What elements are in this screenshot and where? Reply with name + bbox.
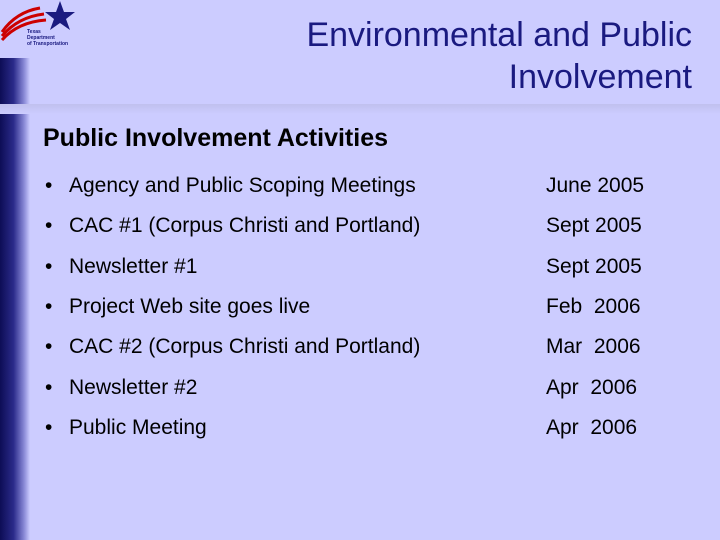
activity-row	[45, 408, 705, 448]
activity-date: Feb 2006	[546, 295, 641, 319]
txdot-logo	[0, 0, 78, 58]
activity-name: Agency and Public Scoping Meetings	[69, 174, 416, 198]
activity-row	[45, 206, 705, 246]
bullet-marker: •	[45, 174, 53, 198]
activity-name: Newsletter #1	[69, 254, 198, 278]
activity-name: Project Web site goes live	[69, 295, 311, 319]
star-icon	[0, 0, 78, 58]
logo-text-3: of Transportation	[27, 41, 69, 47]
activity-name: CAC #1 (Corpus Christi and Portland)	[69, 214, 421, 238]
activity-date: June 2005	[546, 174, 645, 198]
slide-title	[132, 14, 692, 98]
bullet-marker: •	[45, 375, 53, 399]
activity-row	[45, 327, 705, 367]
slide-subtitle: Public Involvement Activities	[43, 124, 389, 152]
activity-row	[45, 247, 705, 287]
bullet-marker: •	[45, 415, 53, 439]
header-divider	[0, 104, 720, 114]
activity-list	[45, 166, 705, 448]
bullet-marker: •	[45, 335, 53, 359]
activity-date: Sept 2005	[546, 214, 642, 238]
activity-row	[45, 367, 705, 407]
bullet-marker: •	[45, 254, 53, 278]
activity-date: Apr 2006	[546, 375, 638, 399]
activity-row	[45, 287, 705, 327]
activity-name: CAC #2 (Corpus Christi and Portland)	[69, 335, 421, 359]
logo-text-2: Department	[27, 35, 55, 41]
activity-date: Mar 2006	[546, 335, 641, 359]
activity-date: Apr 2006	[546, 415, 638, 439]
bullet-marker: •	[45, 295, 53, 319]
activity-date: Sept 2005	[546, 254, 642, 278]
activity-row	[45, 166, 705, 206]
left-gradient-band	[0, 58, 30, 540]
activity-name: Newsletter #2	[69, 375, 198, 399]
activity-name: Public Meeting	[69, 415, 207, 439]
slide-title-line-1: Environmental and Public	[306, 16, 692, 54]
slide-title-line-2: Involvement	[508, 58, 692, 96]
bullet-marker: •	[45, 214, 53, 238]
logo-text-1: Texas	[27, 29, 41, 35]
